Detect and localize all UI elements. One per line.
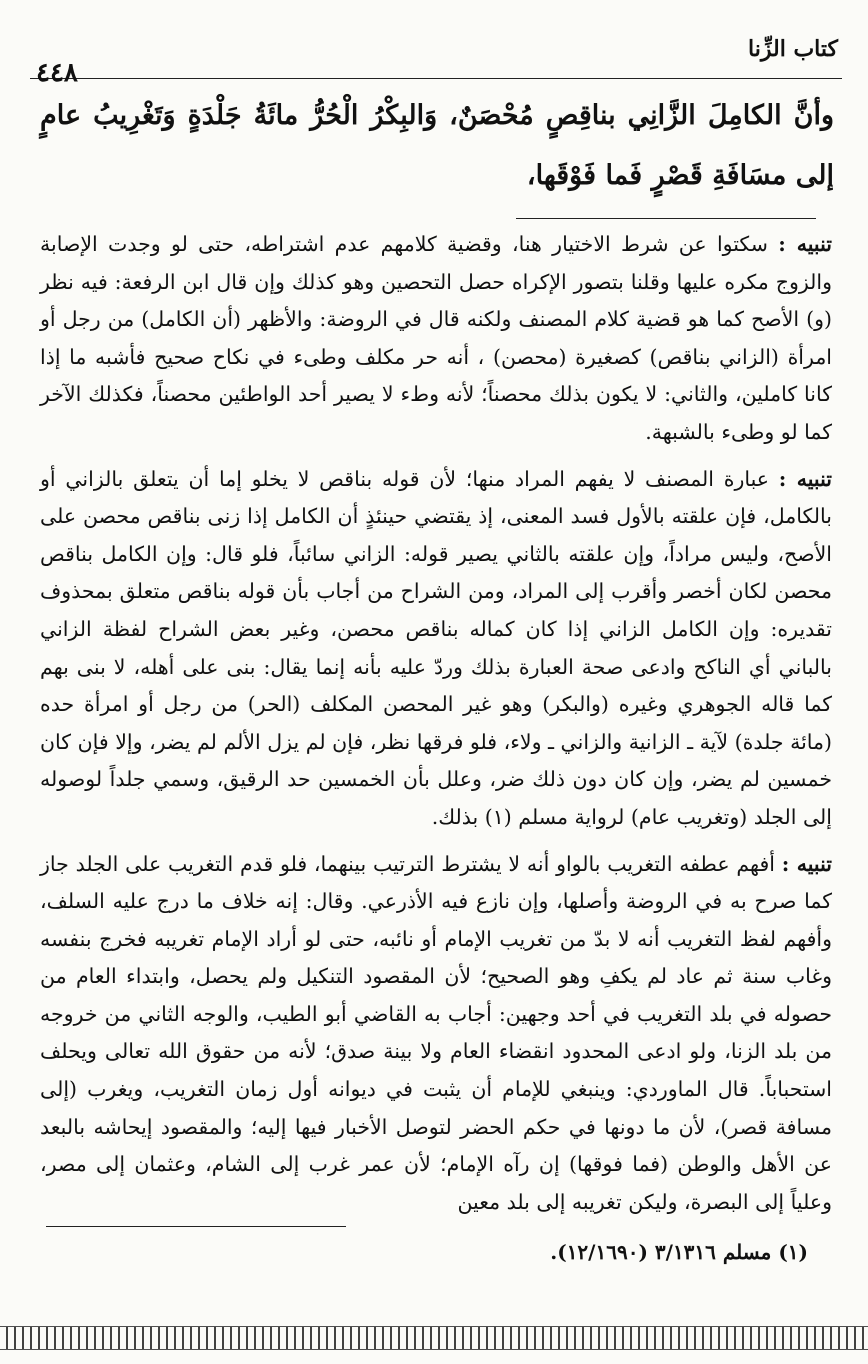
note-lead: تنبيه : xyxy=(781,851,832,876)
footnote: (١) مسلم ٣/١٣١٦ (١٢/١٦٩٠). xyxy=(550,1240,808,1264)
decorative-border xyxy=(0,1326,868,1350)
page-number: ٤٤٨ xyxy=(36,58,78,88)
commentary-paragraph xyxy=(40,461,832,837)
page-header xyxy=(30,14,842,88)
commentary xyxy=(40,226,832,1230)
book-title: كتاب الزِّنا xyxy=(748,36,838,62)
note-lead: تنبيه : xyxy=(778,232,832,256)
footnote-divider xyxy=(46,1226,346,1227)
main-text: وأنَّ الكامِلَ الزَّانِي بناقِصٍ مُحْصَنٌ، وَالبِكْرُ الْحُرُّ مائَةُ جَلْدَةٍ وَتَغْرِيبُ عامٍ إلى مسَافَةِ قَصْرٍ فَما فَوْقَها، xyxy=(40,100,834,191)
commentary-paragraph xyxy=(40,846,832,1222)
commentary-paragraph xyxy=(40,226,832,452)
text-divider xyxy=(516,218,816,219)
note-text: عبارة المصنف لا يفهم المراد منها؛ لأن قوله بناقص لا يخلو إما أن يتعلق بالزاني أو بالكامل، فإن علقته بالأول فسد المعنى، إذ يقتضي حينئذٍ أن الكامل إذا زنى بناقص محصن على الأصح، وليس مراداً، وإن علقته بالثاني يصير قوله: الزاني سائباً، فلو قال: وإن الكامل بناقص محصن لكان أخصر وأقرب إلى المراد، ومن الشراح من أجاب بأن قوله بناقص متعلق بمحذوف تقديره: وإن الكامل الزاني إذا كان كماله بناقص محصن، وغير بعض الشراح لفظة الزاني بالباني أي الناكح وادعى صحة العبارة بذلك وردّ عليه بأنه إنما يقال: بنى على أهله، لا بنى بهم كما قاله الجوهري وغيره (والبكر) وهو غير المحصن المكلف (الحر) من رجل أو امرأة حده (مائة جلدة) لآية ـ الزانية والزاني ـ ولاء، فلو فرقها نظر، فإن لم يزل الألم لم يضر، وإلا فإن كان خمسين لم يضر، وإن كان دون ذلك ضر، وعلل بأن الخمسين حد الرقيق، وسمي جلداً لوصوله إلى الجلد (وتغريب عام) لرواية مسلم (١) بذلك. xyxy=(40,466,832,829)
note-text: سكتوا عن شرط الاختيار هنا، وقضية كلامهم عدم اشتراطه، حتى لو وجدت الإصابة والزوج مكره عليها وقلنا بتصور الإكراه حصل التحصين وهو كذلك وإن قال ابن الرفعة: فيه نظر (و) الأصح كما هو قضية كلام المصنف ولكنه قال في الروضة: والأظهر (أن الكامل) من رجل أو امرأة (الزاني بناقص) كصغيرة (محصن) ، أنه حر مكلف وطىء في نكاح صحيح فأشبه ما إذا كانا كاملين، والثاني: لا يكون بذلك محصناً؛ لأنه وطء لا يصير أحد الواطئين محصناً، فكذلك الآخر كما لو وطىء بالشبهة. xyxy=(40,232,832,444)
note-text: أفهم عطفه التغريب بالواو أنه لا يشترط الترتيب بينهما، فلو قدم التغريب على الجلد جاز كما صرح به في الروضة وأصلها، وإن نازع فيه الأذرعي. وقال: إنه خلاف ما درج عليه السلف، وأفهم لفظ التغريب أنه لا بدّ من تغريب الإمام أو نائبه، حتى لو أراد الإمام تغريبه فخرج بنفسه وغاب سنة ثم عاد لم يكفِ وهو الصحيح؛ لأن المقصود التنكيل ولم يحصل، وابتداء العام من حصوله في بلد التغريب في أحد وجهين: أجاب به القاضي أبو الطيب، والوجه الثاني من خروجه من بلد الزنا، ولو ادعى المحدود انقضاء العام ولا بينة صدق؛ لأنه من حقوق الله تعالى ويحلف استحباباً. قال الماوردي: وينبغي للإمام أن يثبت في ديوانه أول زمان التغريب، ويغرب (إلى مسافة قصر)، لأن ما دونها في حكم الحضر لتوصل الأخبار فيها إليه؛ والمقصود إيحاشه بالبعد عن الأهل والوطن (فما فوقها) إن رآه الإمام؛ لأن عمر غرب إلى الشام، وعثمان إلى مصر، وعلياً إلى البصرة، وليكن تغريبه إلى بلد معين xyxy=(40,851,832,1214)
note-lead: تنبيه : xyxy=(778,466,832,491)
